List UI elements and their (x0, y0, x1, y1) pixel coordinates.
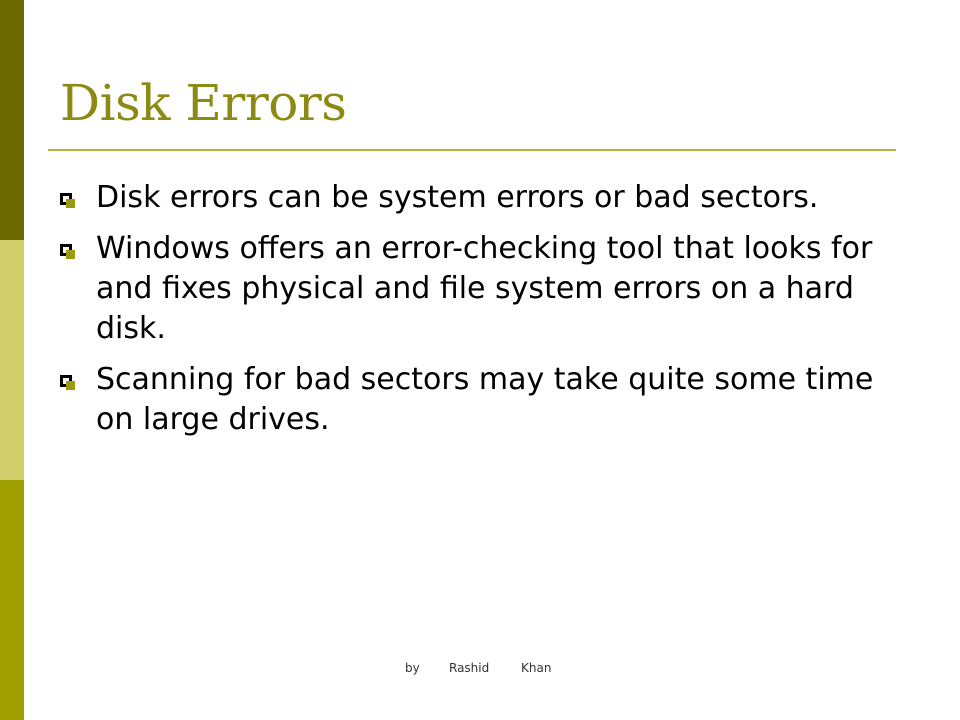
bullet-text: Scanning for bad sectors may take quite some time on large drives. (96, 362, 874, 437)
square-bullet-icon (60, 193, 72, 205)
bullet-item (60, 178, 920, 218)
sidebar-segment-top (0, 0, 24, 240)
bullet-list (60, 178, 920, 451)
bullet-text: Windows offers an error-checking tool that looks for and fixes physical and file system errors on a hard disk. (96, 231, 873, 346)
footer-first-name: Rashid (449, 661, 490, 675)
bullet-text: Disk errors can be system errors or bad sectors. (96, 180, 819, 215)
slide-title: Disk Errors (60, 74, 347, 132)
square-bullet-icon (60, 244, 72, 256)
footer-last-name: Khan (521, 661, 552, 675)
footer-by: by (405, 661, 420, 675)
square-bullet-icon (60, 375, 72, 387)
sidebar-decoration (0, 0, 24, 720)
sidebar-segment-middle (0, 240, 24, 480)
title-underline (48, 149, 896, 151)
bullet-item (60, 229, 920, 349)
footer-author (405, 661, 551, 675)
sidebar-segment-bottom (0, 480, 24, 720)
bullet-item (60, 360, 920, 440)
